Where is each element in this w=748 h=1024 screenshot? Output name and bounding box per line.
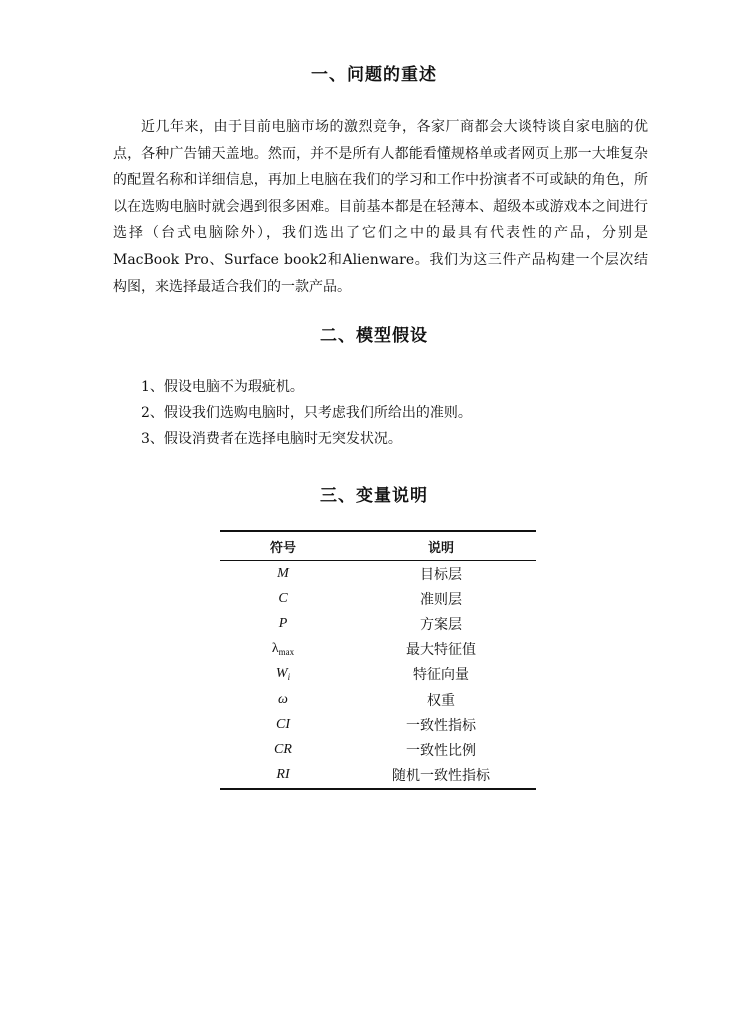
table-row (220, 611, 536, 636)
symbol-subscript: max (278, 647, 295, 658)
description-cell: 一致性比例 (406, 742, 476, 759)
description-cell: 随机一致性指标 (392, 768, 490, 785)
symbol-cell (220, 586, 346, 611)
symbol-cell (220, 637, 346, 662)
table-header-row (220, 531, 536, 561)
symbol-cell (220, 763, 346, 789)
problem-paragraph (113, 114, 648, 300)
symbol-cell (220, 611, 346, 636)
symbol-cell (220, 561, 346, 587)
symbol-text: C (278, 590, 288, 606)
table-row (220, 712, 536, 737)
symbol-cell (220, 737, 346, 762)
section-title-problem-restatement: 一、问题的重述 (311, 65, 437, 85)
description-cell: 方案层 (420, 616, 462, 633)
table-row (220, 737, 536, 762)
assumption-item: 2、假设我们选购电脑时，只考虑我们所给出的准则。 (141, 405, 472, 421)
symbol-subscript: i (287, 672, 291, 683)
symbol-text: P (278, 615, 288, 631)
assumption-item: 3、假设消费者在选择电脑时无突发状况。 (141, 431, 402, 447)
table-row (220, 561, 536, 587)
symbol-cell (220, 662, 346, 687)
problem-paragraph-text: 近几年来，由于目前电脑市场的激烈竞争，各家厂商都会大谈特谈自家电脑的优点，各种广告铺天盖地。然而，并不是所有人都能看懂规格单或者网页上那一大堆复杂的配置名称和详细信息，再加上电脑在我们的学习和工作中扮演者不可或缺的角色，所以在选购电脑时就会遇到很多困难。目前基本都是在轻薄本、超级本或游戏本之间进行选择（台式电脑除外），我们选出了它们之中的最具有代表性的产品，分别是MacBook Pro、Surface book2和Alienware。我们为这三件产品构建一个层次结构图，来选择最适合我们的一款产品。 (113, 119, 648, 295)
section-title-variables: 三、变量说明 (320, 486, 428, 506)
table-row (220, 687, 536, 712)
description-cell: 权重 (427, 692, 455, 709)
description-cell: 特征向量 (413, 667, 469, 684)
column-header-symbol: 符号 (220, 531, 346, 561)
symbol-cell (220, 687, 346, 712)
description-cell: 最大特征值 (406, 642, 476, 659)
symbol-text: CR (274, 741, 292, 757)
symbol-text: W (275, 666, 288, 682)
symbol-text: CI (276, 716, 290, 732)
variables-table (220, 530, 536, 790)
section-title-assumptions: 二、模型假设 (320, 326, 428, 346)
assumption-item: 1、假设电脑不为瑕疵机。 (141, 379, 304, 395)
column-header-description: 说明 (346, 531, 536, 561)
table-row (220, 586, 536, 611)
description-cell: 目标层 (420, 566, 462, 583)
table-row (220, 637, 536, 662)
symbol-text: ω (278, 691, 288, 707)
symbol-cell (220, 712, 346, 737)
symbol-text: M (277, 565, 289, 581)
description-cell: 准则层 (420, 591, 462, 608)
assumptions-list (141, 374, 641, 452)
table-row (220, 662, 536, 687)
description-cell: 一致性指标 (406, 717, 476, 734)
table-row (220, 763, 536, 789)
symbol-text: λ (271, 641, 279, 657)
symbol-text: RI (276, 767, 290, 783)
